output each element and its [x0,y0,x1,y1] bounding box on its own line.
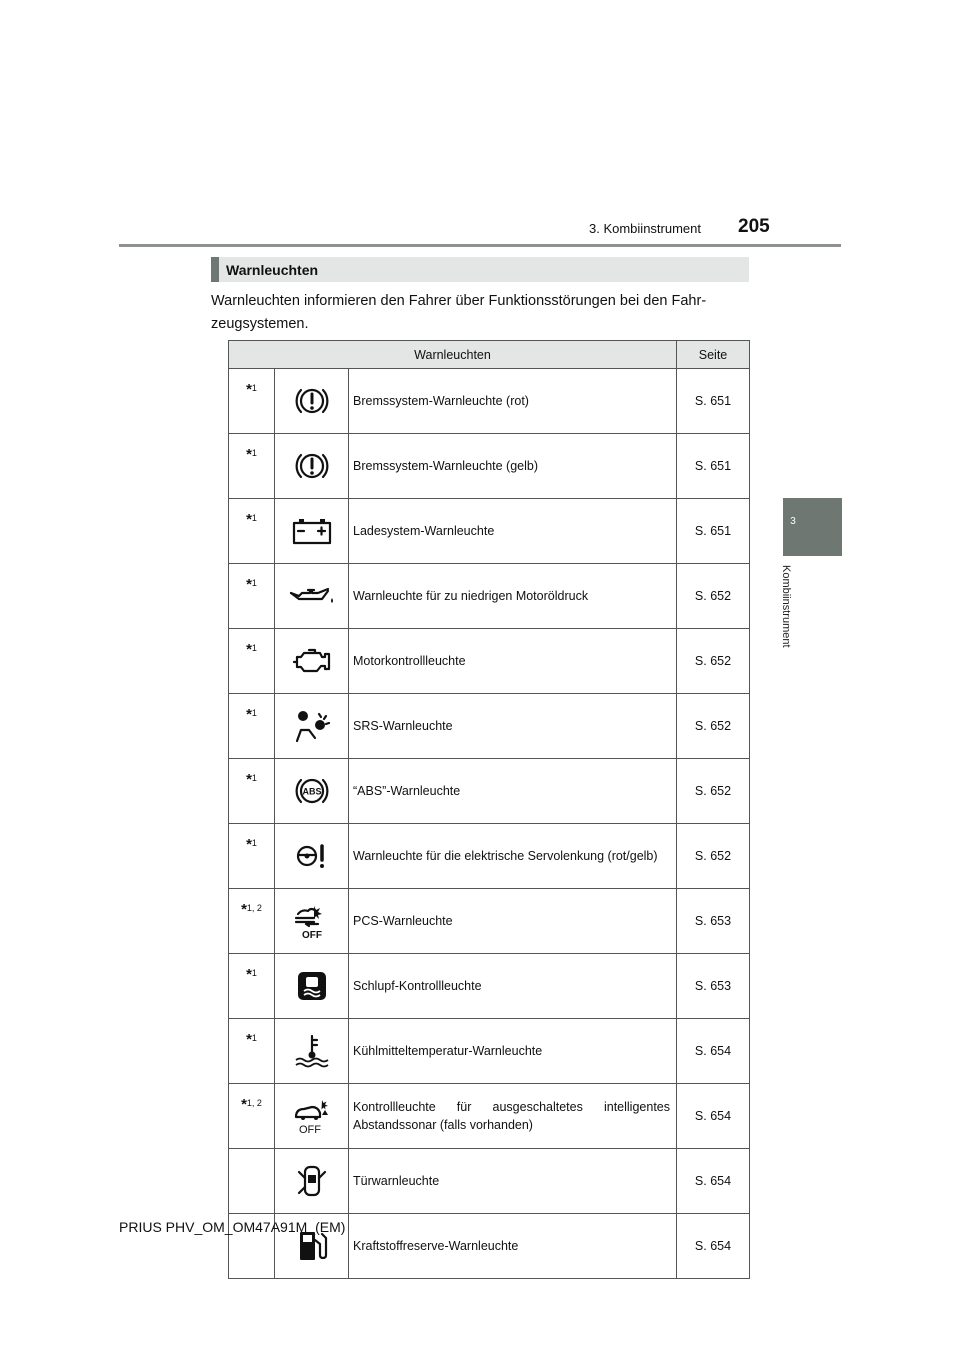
table-row [229,1149,750,1214]
footnote-asterisk: * [246,511,252,528]
footnote-cell [229,499,275,564]
icon-cell [275,1149,349,1214]
warning-light-name: Motorkontrollleuchte [349,629,677,694]
footnote-asterisk: * [246,706,252,723]
table-row [229,1084,750,1149]
abs-icon [275,773,348,809]
footnote-reference: 1 [251,773,257,783]
warning-light-name: SRS-Warnleuchte [349,694,677,759]
page-reference: S. 652 [677,629,750,694]
warning-light-name: PCS-Warnleuchte [349,889,677,954]
footnote-reference: 1 [251,383,257,393]
footnote-reference: 1 [251,578,257,588]
footnote-cell [229,824,275,889]
table-row [229,434,750,499]
coolant-temperature-icon [275,1033,348,1069]
page-number: 205 [738,216,770,237]
page-reference: S. 651 [677,499,750,564]
table-row [229,1019,750,1084]
chapter-side-tab [783,498,842,556]
footnote-asterisk: * [246,381,252,398]
steering-warning-icon [275,841,348,871]
footnote-cell [229,889,275,954]
icon-cell [275,889,349,954]
page-reference: S. 651 [677,369,750,434]
icon-cell [275,1084,349,1149]
footnote-reference: 1 [251,708,257,718]
table-row [229,954,750,1019]
footnote-reference: 1, 2 [246,903,262,913]
icon-cell [275,369,349,434]
table-row [229,564,750,629]
chapter-title: 3. Kombiinstrument [589,221,701,236]
door-open-icon [275,1163,348,1199]
footnote-asterisk: * [246,641,252,658]
warning-light-name: Bremssystem-Warnleuchte (gelb) [349,434,677,499]
footnote-asterisk: * [241,1096,247,1113]
page-reference: S. 652 [677,564,750,629]
svg-text:OFF: OFF [301,930,322,940]
footnote-cell [229,759,275,824]
footnote-cell [229,369,275,434]
warning-light-name: Ladesystem-Warnleuchte [349,499,677,564]
intro-paragraph: Warnleuchten informieren den Fahrer über Funktionsstörungen bei den Fahr-zeugsystemen. [211,293,707,332]
footnote-cell [229,564,275,629]
table-header-row [229,341,750,369]
page-reference: S. 654 [677,1019,750,1084]
header-divider [119,244,841,247]
footnote-asterisk: * [246,1031,252,1048]
section-heading-accent [211,257,219,282]
chapter-side-label: Kombiinstrument [780,565,792,648]
footnote-cell [229,629,275,694]
footnote-reference: 1 [251,643,257,653]
page-reference: S. 653 [677,889,750,954]
svg-text:OFF: OFF [298,1124,321,1135]
page-reference: S. 654 [677,1084,750,1149]
page-reference: S. 653 [677,954,750,1019]
table-row [229,694,750,759]
footnote-cell [229,1019,275,1084]
page-reference: S. 652 [677,824,750,889]
page-reference: S. 654 [677,1214,750,1279]
warning-light-name: Kontrollleuchte für ausgeschaltetes intelligentes Abstandssonar (falls vorhanden) [349,1084,677,1149]
table-row [229,629,750,694]
brake-warning-red-icon [275,383,348,419]
footnote-reference: 1 [251,838,257,848]
footnote-cell [229,434,275,499]
warning-light-name: Türwarnleuchte [349,1149,677,1214]
icon-cell [275,499,349,564]
footnote-asterisk: * [246,446,252,463]
footnote-cell [229,1149,275,1214]
footnote-reference: 1, 2 [246,1098,262,1108]
table-row [229,369,750,434]
footnote-reference: 1 [251,1033,257,1043]
footnote-cell [229,1084,275,1149]
footnote-asterisk: * [246,576,252,593]
footnote-asterisk: * [241,901,247,918]
footnote-cell [229,954,275,1019]
icon-cell [275,824,349,889]
table-row [229,824,750,889]
warning-light-name: Kühlmitteltemperatur-Warnleuchte [349,1019,677,1084]
battery-icon [275,516,348,546]
pcs-off-icon [275,902,348,940]
airbag-icon [275,708,348,744]
footnote-cell [229,694,275,759]
footnote-reference: 1 [251,968,257,978]
footnote-asterisk: * [246,836,252,853]
footnote-asterisk: * [246,966,252,983]
warning-light-name: Schlupf-Kontrollleuchte [349,954,677,1019]
warning-light-name: “ABS”-Warnleuchte [349,759,677,824]
column-header-warning-lights: Warnleuchten [229,341,677,369]
icon-cell [275,954,349,1019]
page-reference: S. 652 [677,694,750,759]
oil-can-icon [275,584,348,608]
engine-icon [275,645,348,677]
warning-light-name: Warnleuchte für zu niedrigen Motoröldruck [349,564,677,629]
warning-light-name: Warnleuchte für die elektrische Servolenkung (rot/gelb) [349,824,677,889]
warning-lights-table [228,340,750,1279]
brake-warning-yellow-icon [275,448,348,484]
table-row [229,889,750,954]
sonar-off-icon [275,1097,348,1135]
page-reference: S. 651 [677,434,750,499]
icon-cell [275,434,349,499]
page-reference: S. 652 [677,759,750,824]
page-reference: S. 654 [677,1149,750,1214]
icon-cell [275,564,349,629]
footer-document-code: PRIUS PHV_OM_OM47A91M_(EM) [119,1219,346,1235]
table-row [229,499,750,564]
chapter-side-tab-number: 3 [790,516,796,527]
footnote-reference: 1 [251,448,257,458]
footnote-reference: 1 [251,513,257,523]
slip-indicator-icon [275,970,348,1002]
warning-light-name: Kraftstoffreserve-Warnleuchte [349,1214,677,1279]
svg-text:ABS: ABS [301,786,322,797]
table-row [229,759,750,824]
icon-cell [275,629,349,694]
icon-cell [275,694,349,759]
warning-light-name: Bremssystem-Warnleuchte (rot) [349,369,677,434]
footnote-asterisk: * [246,771,252,788]
section-title: Warnleuchten [226,262,319,278]
column-header-page: Seite [677,341,750,369]
icon-cell [275,759,349,824]
icon-cell [275,1019,349,1084]
